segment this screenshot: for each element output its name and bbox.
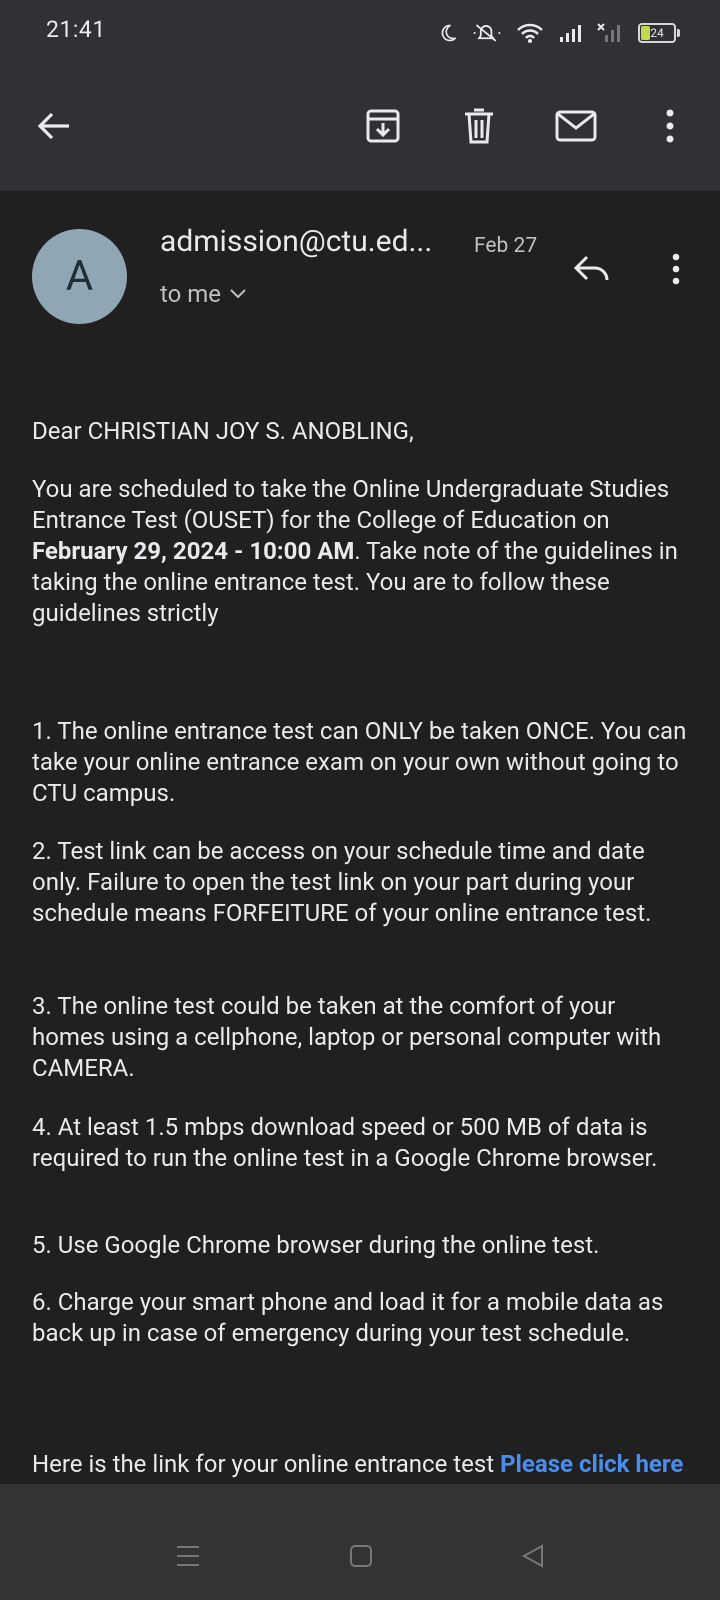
more-vertical-icon: [665, 108, 675, 144]
back-button[interactable]: [26, 98, 82, 154]
signal-icon: [558, 22, 582, 44]
greeting: Dear CHRISTIAN JOY S. ANOBLING,: [32, 417, 414, 445]
do-not-disturb-icon: [438, 23, 458, 43]
status-icons: [438, 18, 676, 48]
top-app-bar: [0, 0, 720, 191]
mark-unread-button[interactable]: [548, 98, 604, 154]
intro-suffix: . Take note of the guidelines in taking the online entrance test. You are to follow these guidelines strictly: [32, 537, 678, 627]
back-arrow-icon: [36, 110, 72, 142]
reply-icon: [572, 253, 612, 285]
more-options-button[interactable]: [642, 98, 698, 154]
recipient-toggle[interactable]: [160, 280, 247, 308]
chevron-down-icon: [229, 288, 247, 300]
guideline-2: 2. Test link can be access on your schedule time and date only. Failure to open the test link on your part during your schedule means FORFEITURE of your online entrance test.: [32, 837, 652, 927]
message-date: Feb 27: [474, 234, 538, 258]
mail-icon: [555, 109, 597, 143]
guideline-6: 6. Charge your smart phone and load it for a mobile data as back up in case of emergency during your test schedule.: [32, 1288, 664, 1347]
battery-icon: [638, 23, 676, 43]
exam-schedule: February 29, 2024 - 10:00 AM: [32, 537, 355, 565]
guideline-1: 1. The online entrance test can ONLY be taken ONCE. You can take your online entrance exam on your own without going to CTU campus.: [32, 717, 687, 807]
wifi-icon: [516, 22, 544, 44]
intro-prefix: You are scheduled to take the Online Undergraduate Studies Entrance Test (OUSET) for the College of Education on: [32, 475, 670, 534]
battery-level: 24: [650, 26, 664, 40]
home-square-icon: [347, 1542, 375, 1570]
link-intro: Here is the link for your online entrance test: [32, 1450, 501, 1478]
no-signal-icon: [596, 22, 624, 44]
intro-paragraph: [32, 474, 682, 629]
more-vertical-icon: [671, 252, 681, 286]
status-time: 21:41: [46, 16, 106, 43]
menu-icon: [174, 1543, 202, 1569]
reply-button[interactable]: [564, 241, 620, 297]
guideline-3: 3. The online test could be taken at the comfort of your homes using a cellphone, laptop or personal computer with CAMERA.: [32, 992, 662, 1082]
archive-icon: [364, 107, 402, 145]
navigation-back-button[interactable]: [503, 1526, 563, 1586]
home-button[interactable]: [331, 1526, 391, 1586]
triangle-back-icon: [519, 1542, 547, 1570]
message-more-button[interactable]: [648, 241, 704, 297]
trash-icon: [462, 106, 496, 146]
sender-avatar[interactable]: A: [32, 229, 127, 324]
recipient-label: to me: [160, 280, 222, 308]
delete-button[interactable]: [451, 98, 507, 154]
exam-link[interactable]: Please click here: [500, 1450, 684, 1478]
muted-bell-icon: [472, 22, 502, 44]
recent-apps-button[interactable]: [158, 1526, 218, 1586]
sender-email[interactable]: admission@ctu.ed...: [160, 224, 433, 259]
guideline-5: 5. Use Google Chrome browser during the online test.: [32, 1231, 600, 1259]
archive-button[interactable]: [355, 98, 411, 154]
status-bar: [0, 0, 720, 64]
guideline-4: 4. At least 1.5 mbps download speed or 500 MB of data is required to run the online test in a Google Chrome browser.: [32, 1113, 658, 1172]
